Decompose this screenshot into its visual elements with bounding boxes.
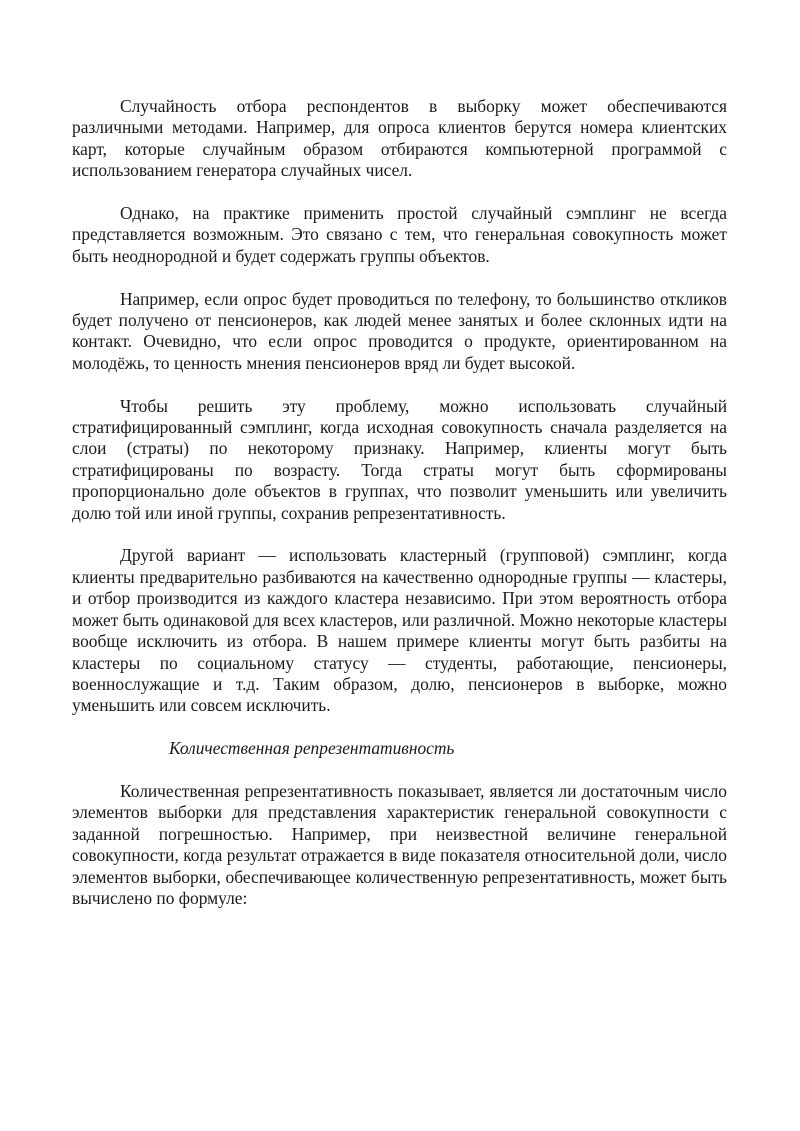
- paragraph-phone-survey-example: Например, если опрос будет проводиться по телефону, то большинство откликов будет получено от пенсионеров, как людей менее занятых и более склонных идти на контакт. Очевидно, что если опрос проводится о продукте, ориентированном на молодёжь, то ценность мнения пенсионеров вряд ли будет высокой.: [72, 288, 727, 373]
- section-heading: Количественная репрезентативность: [169, 738, 455, 759]
- paragraph-quantitative-representativeness: Количественная репрезентативность показывает, является ли достаточным число элементов выборки для представления характеристик генеральной совокупности с заданной погрешностью. Например, при неизвестной величине генеральной совокупности, когда результат отражается в виде показателя относительной доли, число элементов выборки, обеспечивающее количественную репрезентативность, может быть вычислено по формуле:: [72, 780, 727, 908]
- paragraph-random-selection: Случайность отбора респондентов в выборку может обеспечиваются различными методами. Например, для опроса клиентов берутся номера клиентских карт, которые случайным образом отбираются компьютерной программой с использованием генератора случайных чисел.: [72, 96, 727, 181]
- paragraph-cluster-sampling: Другой вариант — использовать кластерный (групповой) сэмплинг, когда клиенты предварительно разбиваются на качественно однородные группы — кластеры, и отбор производится из каждого кластера независимо. При этом вероятность отбора может быть одинаковой для всех кластеров, или различной. Можно некоторые кластеры вообще исключить из отбора. В нашем примере клиенты могут быть разбиты на кластеры по социальному статусу — студенты, работающие, пенсионеры, военнослужащие и т.д. Таким образом, долю, пенсионеров в выборке, можно уменьшить или совсем исключить.: [72, 545, 727, 716]
- paragraph-stratified-sampling: Чтобы решить эту проблему, можно использовать случайный стратифицированный сэмплинг, когда исходная совокупность сначала разделяется на слои (страты) по некоторому признаку. Например, клиенты могут быть стратифицированы по возрасту. Тогда страты могут быть сформированы пропорционально доле объектов в группах, что позволит уменьшить или увеличить долю той или иной группы, сохранив репрезентативность.: [72, 395, 727, 523]
- paragraph-simple-sampling: Однако, на практике применить простой случайный сэмплинг не всегда представляется возможным. Это связано с тем, что генеральная совокупность может быть неоднородной и будет содержать группы объектов.: [72, 203, 727, 266]
- document-page: [72, 96, 727, 931]
